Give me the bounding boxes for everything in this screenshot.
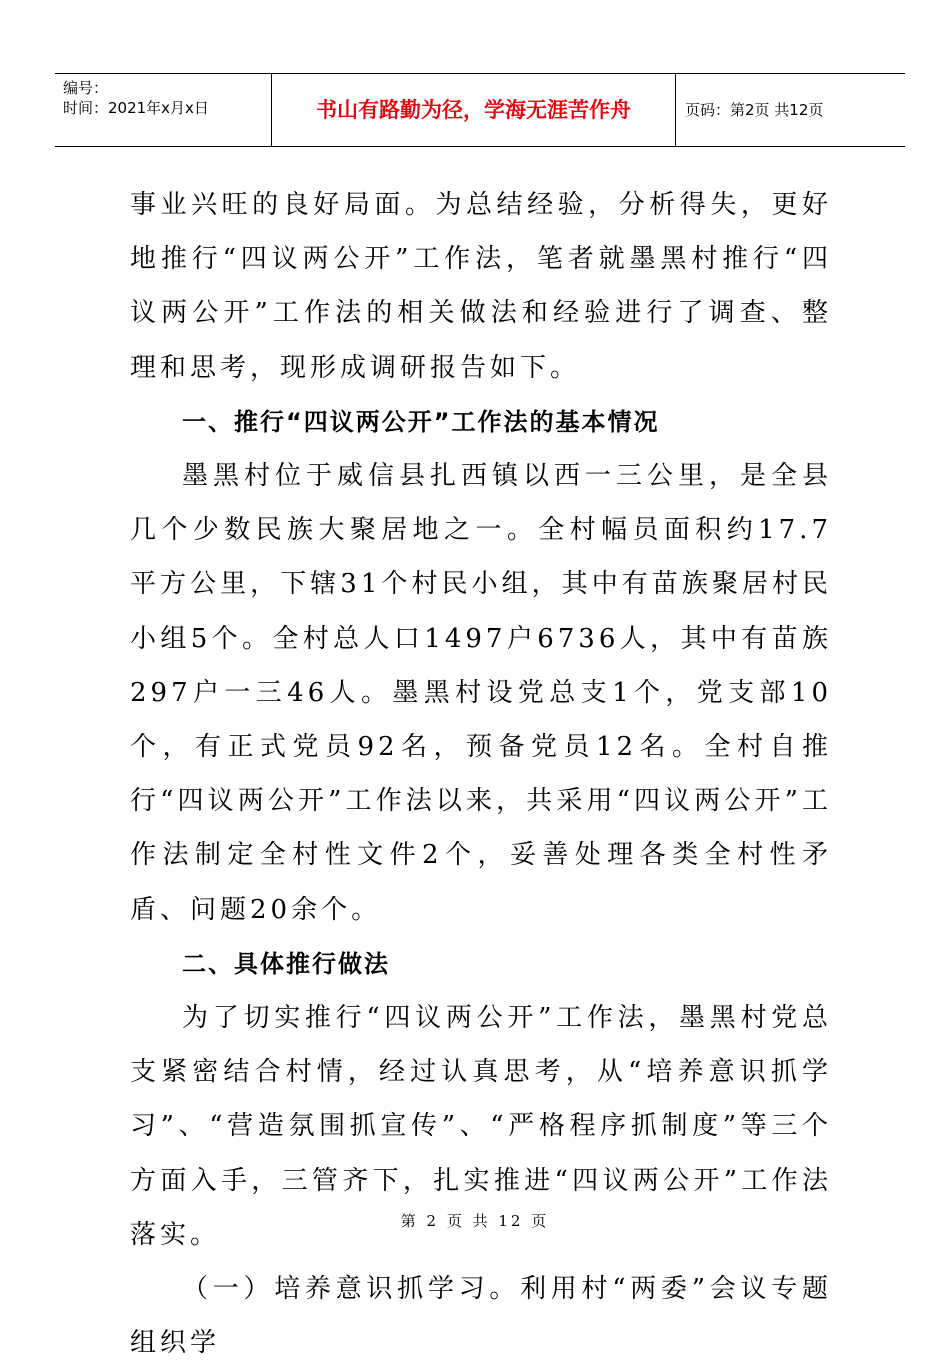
header-time-label: 时间：2021年x月x日 — [63, 99, 209, 117]
page-footer: 第 2 页 共 12 页 — [400, 1212, 550, 1230]
section-heading-2: 二、具体推行做法 — [182, 949, 390, 978]
header-motto: 书山有路勤为径，学海无涯苦作舟 — [316, 98, 631, 122]
header-page-info: 页码：第2页 共12页 — [685, 101, 824, 119]
paragraph-basic-situation: 墨黑村位于威信县扎西镇以西一三公里，是全县几个少数民族大聚居地之一。全村幅员面积约17.7平方公里，下辖31个村民小组，其中有苗族聚居村民小组5个。全村总人口1497户6736人，其中有苗族297户一三46人。墨黑村设党总支1个，党支部10个，有正式党员92名，预备党员12名。全村自推行“四议两公开”工作法以来，共采用“四议两公开”工作法制定全村性文件2个，妥善处理各类全村性矛盾、问题20余个。 — [130, 461, 832, 925]
paragraph-practices: 为了切实推行“四议两公开”工作法，墨黑村党总支紧密结合村情，经过认真思考，从“培养意识抓学习”、“营造氛围抓宣传”、“严格程序抓制度”等三个方面入手，三管齐下，扎实推进“四议两公开”工作法落实。 — [130, 1003, 832, 1250]
section-heading-1: 一、推行“四议两公开”工作法的基本情况 — [182, 407, 660, 436]
page-header — [55, 73, 905, 147]
paragraph-continuation: 事业兴旺的良好局面。为总结经验，分析得失，更好地推行“四议两公开”工作法，笔者就墨黑村推行“四议两公开”工作法的相关做法和经验进行了调查、整理和思考，现形成调研报告如下。 — [130, 190, 832, 383]
header-number-label: 编号： — [63, 79, 109, 97]
document-body — [130, 178, 832, 1370]
header-divider — [675, 74, 676, 146]
header-meta — [63, 78, 209, 118]
paragraph-subsection-1: （一）培养意识抓学习。利用村“两委”会议专题组织学 — [130, 1274, 832, 1359]
